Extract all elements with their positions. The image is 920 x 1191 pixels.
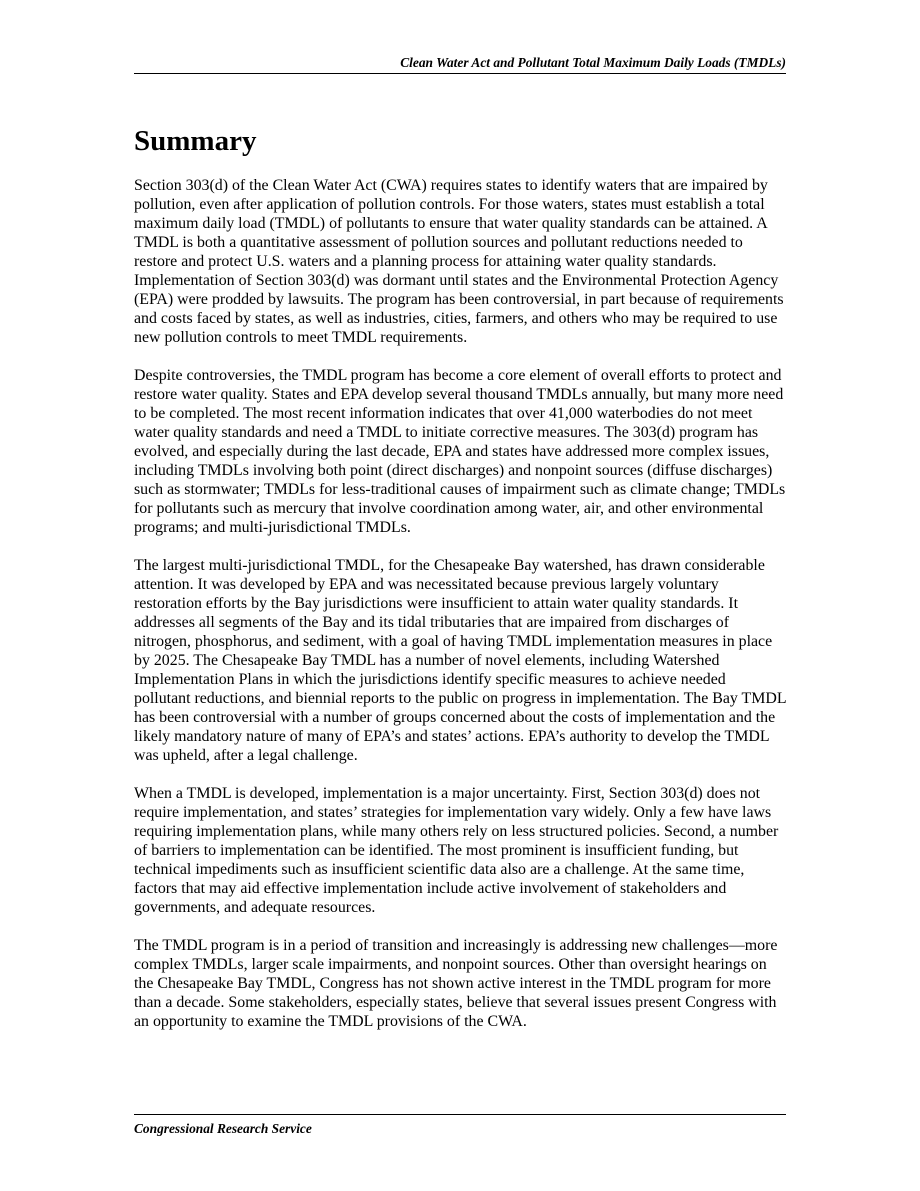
page-title: Summary	[134, 125, 257, 157]
summary-paragraph-4: When a TMDL is developed, implementation is a major uncertainty. First, Section 303(d) does not require implementation, and states’ strategies for implementation vary widely. Only a few have laws requiring implementation plans, while many others rely on less structured policies. Second, a number of barriers to implementation can be identified. The most prominent is insufficient funding, but technical impediments such as insufficient scientific data also are a challenge. At the same time, factors that may aid effective implementation include active involvement of stakeholders and governments, and adequate resources.	[134, 785, 779, 916]
running-header-title: Clean Water Act and Pollutant Total Maximum Daily Loads (TMDLs)	[400, 55, 786, 70]
summary-body	[134, 176, 786, 1050]
running-footer	[134, 1114, 786, 1138]
summary-paragraph-3: The largest multi-jurisdictional TMDL, for the Chesapeake Bay watershed, has drawn considerable attention. It was developed by EPA and was necessitated because previous largely voluntary restoration efforts by the Bay jurisdictions were insufficient to attain water quality standards. It addresses all segments of the Bay and its tidal tributaries that are impaired from discharges of nitrogen, phosphorus, and sediment, with a goal of having TMDL implementation measures in place by 2025. The Chesapeake Bay TMDL has a number of novel elements, including Watershed Implementation Plans in which the jurisdictions identify specific measures to achieve needed pollutant reductions, and biennial reports to the public on progress in implementation. The Bay TMDL has been controversial with a number of groups concerned about the costs of implementation and the likely mandatory nature of many of EPA’s and states’ actions. EPA’s authority to develop the TMDL was upheld, after a legal challenge.	[134, 557, 786, 764]
running-header	[134, 54, 786, 74]
summary-paragraph-1: Section 303(d) of the Clean Water Act (CWA) requires states to identify waters that are impaired by pollution, even after application of pollution controls. For those waters, states must establish a total maximum daily load (TMDL) of pollutants to ensure that water quality standards can be attained. A TMDL is both a quantitative assessment of pollution sources and pollutant reductions needed to restore and protect U.S. waters and a planning process for attaining water quality standards. Implementation of Section 303(d) was dormant until states and the Environmental Protection Agency (EPA) were prodded by lawsuits. The program has been controversial, in part because of requirements and costs faced by states, as well as industries, cities, farmers, and others who may be required to use new pollution controls to meet TMDL requirements.	[134, 177, 784, 346]
summary-paragraph-5: The TMDL program is in a period of transition and increasingly is addressing new challenges—more complex TMDLs, larger scale impairments, and nonpoint sources. Other than oversight hearings on the Chesapeake Bay TMDL, Congress has not shown active interest in the TMDL program for more than a decade. Some stakeholders, especially states, believe that several issues present Congress with an opportunity to examine the TMDL provisions of the CWA.	[134, 937, 778, 1030]
summary-paragraph-2: Despite controversies, the TMDL program has become a core element of overall efforts to protect and restore water quality. States and EPA develop several thousand TMDLs annually, but many more need to be completed. The most recent information indicates that over 41,000 waterbodies do not meet water quality standards and need a TMDL to initiate corrective measures. The 303(d) program has evolved, and especially during the last decade, EPA and states have addressed more complex issues, including TMDLs involving both point (direct discharges) and nonpoint sources (diffuse discharges) such as stormwater; TMDLs for less-traditional causes of impairment such as climate change; TMDLs for pollutants such as mercury that involve coordination among water, air, and other environmental programs; and multi-jurisdictional TMDLs.	[134, 367, 786, 536]
footer-organization: Congressional Research Service	[134, 1121, 312, 1136]
